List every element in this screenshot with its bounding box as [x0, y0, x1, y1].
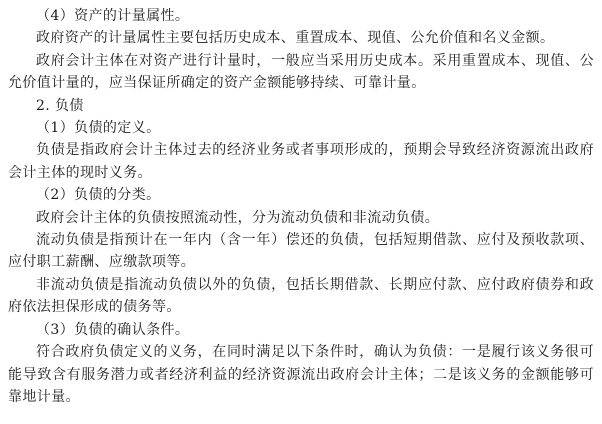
paragraph-non-current-liabilities: 非流动负债是指流动负债以外的负债，包括长期借款、长期应付款、应付政府债券和政府依法担保形成的债务等。 [8, 276, 594, 316]
heading-asset-measurement-attributes: （4）资产的计量属性。 [36, 8, 190, 24]
section-heading-liabilities: 2. 负债 [36, 97, 84, 114]
paragraph-recognition-conditions: 符合政府负债定义的义务，在同时满足以下条件时，确认为负债：一是履行该义务很可能导致含有服务潜力或者经济利益的经济资源流出政府会计主体；二是该义务的金额能够可靠地计量。 [8, 344, 594, 405]
paragraph-measurement-attributes-list: 政府资产的计量属性主要包括历史成本、重置成本、现值、公允价值和名义金额。 [36, 30, 555, 47]
heading-liability-definition: （1）负债的定义。 [36, 120, 161, 137]
paragraph-liability-definition: 负债是指政府会计主体过去的经济业务或者事项形成的，预期会导致经济资源流出政府会计主体的现时义务。 [8, 142, 594, 181]
heading-recognition-conditions: （3）负债的确认条件。 [36, 321, 190, 338]
heading-liability-classification: （2）负债的分类。 [36, 187, 161, 204]
paragraph-classification-by-liquidity: 政府会计主体的负债按照流动性，分为流动负债和非流动负债。 [36, 209, 440, 226]
paragraph-current-liabilities: 流动负债是指预计在一年内（含一年）偿还的负债，包括短期借款、应付及预收款项、应付职工薪酬、应缴款项等。 [8, 232, 594, 271]
document-body [8, 5, 594, 408]
paragraph-historical-cost-rule: 政府会计主体在对资产进行计量时，一般应当采用历史成本。采用重置成本、现值、公允价值计量的，应当保证所确定的资产金额能够持续、可靠计量。 [8, 52, 594, 92]
